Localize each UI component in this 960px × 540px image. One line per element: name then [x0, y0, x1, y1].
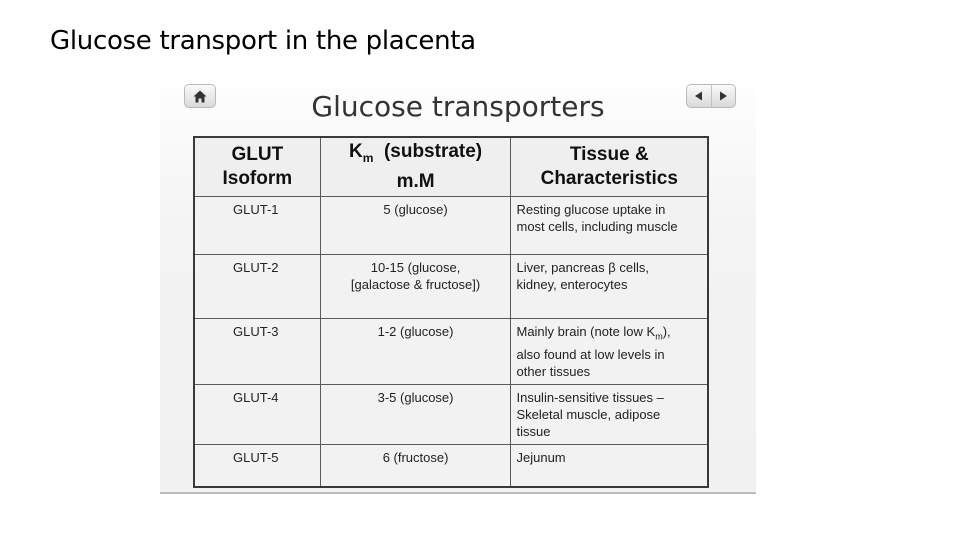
isoform-cell: GLUT-1 — [194, 197, 320, 255]
km-cell: 3-5 (glucose) — [320, 384, 511, 444]
table-row — [194, 197, 708, 255]
isoform-cell: GLUT-2 — [194, 255, 320, 319]
tissue-cell: Mainly brain (note low $K_m$), also found at low levels in other tissues — [511, 319, 708, 385]
isoform-cell: GLUT-3 — [194, 319, 320, 385]
km-cell: 10-15 (glucose, [galactose & fructose]) — [320, 255, 511, 319]
panel-title: Glucose transporters — [311, 90, 605, 123]
tissue-cell: Resting glucose uptake in most cells, including muscle — [511, 197, 708, 255]
km-cell: 5 (glucose) — [320, 197, 511, 255]
isoform-cell: GLUT-5 — [194, 444, 320, 487]
tissue-cell: Jejunum — [511, 444, 708, 487]
isoform-cell: GLUT-4 — [194, 384, 320, 444]
km-cell: 6 (fructose) — [320, 444, 511, 487]
tissue-cell: Insulin-sensitive tissues – Skeletal muscle, adipose tissue — [511, 384, 708, 444]
tissue-cell: Liver, pancreas β cells, kidney, enterocytes — [511, 255, 708, 319]
table-row — [194, 255, 708, 319]
header-row — [194, 137, 708, 197]
header-km: $K_m$ (substrate) m.M — [320, 137, 511, 197]
screenshot-panel — [160, 66, 756, 494]
header-isoform: GLUT Isoform — [194, 137, 320, 197]
table-row — [194, 444, 708, 487]
glut-table — [193, 136, 709, 488]
table-row — [194, 384, 708, 444]
slide-title: Glucose transport in the placenta — [50, 26, 476, 56]
table-row — [194, 319, 708, 385]
header-tissue: Tissue & Characteristics — [511, 137, 708, 197]
km-cell: 1-2 (glucose) — [320, 319, 511, 385]
